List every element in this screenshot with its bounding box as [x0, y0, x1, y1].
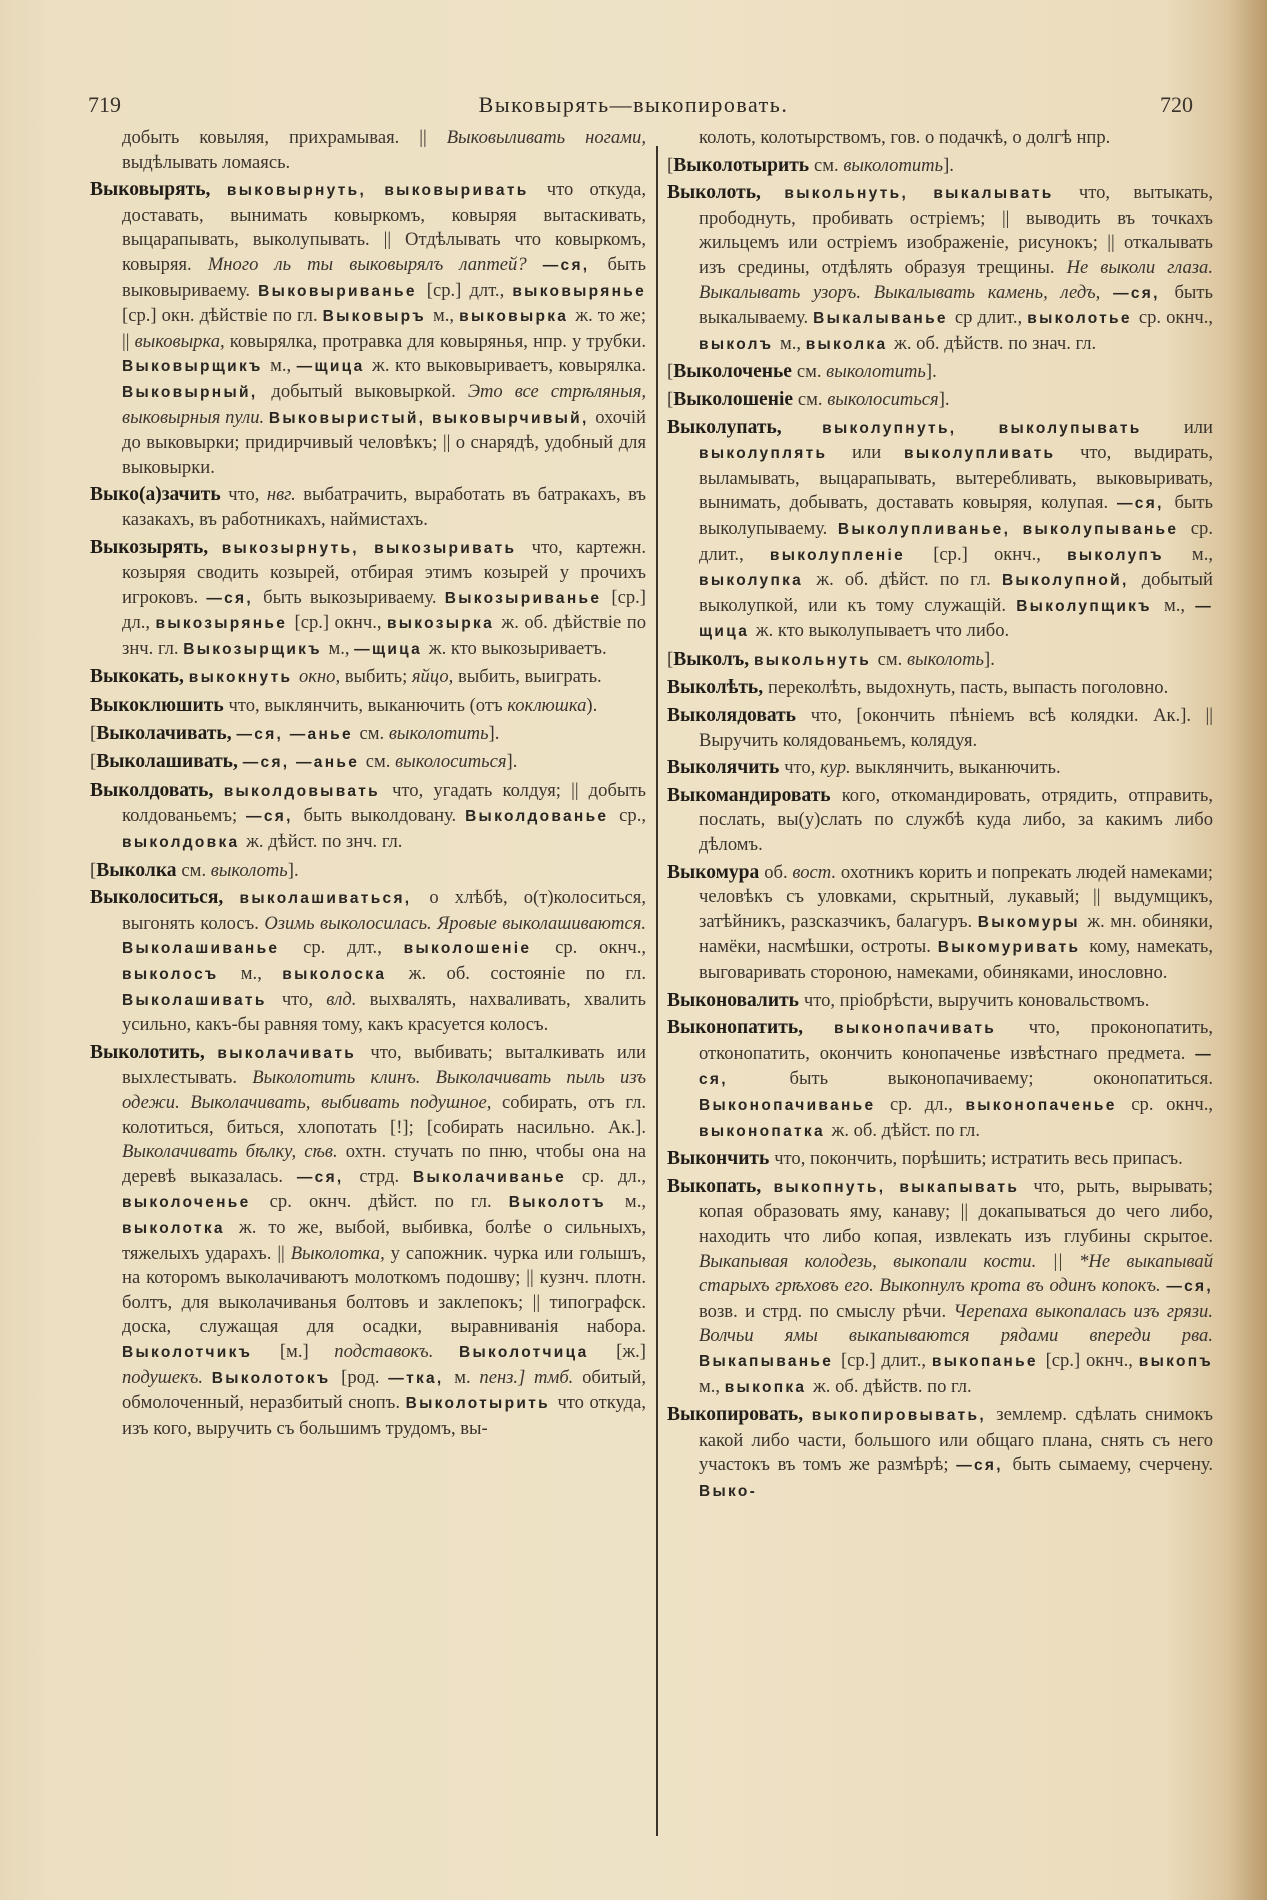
entry-text: м. [454, 1366, 480, 1388]
bold-form: выкозырянье [155, 615, 295, 633]
bold-form: Выкапыванье [699, 1352, 841, 1370]
italic-example: Выковыливать ногами, [446, 127, 646, 148]
entry-text: кому, намекать, выговаривать стороною, намеками, обиняками, инословно. [699, 936, 1213, 983]
entry-text: [ [667, 388, 674, 410]
dictionary-entry [667, 989, 1213, 1014]
bold-form: выколупленіе [769, 546, 934, 564]
right-column [667, 126, 1213, 1507]
entry-text: или [852, 442, 904, 464]
headword: Выколоть, [667, 182, 785, 204]
entry-text: ж. об. дѣйствіе по знч. гл. [122, 612, 646, 659]
italic-example: выколоть [906, 648, 984, 670]
entry-text: ср. дл., [889, 1093, 966, 1115]
bold-form: Выколачиванье [413, 1168, 582, 1186]
entry-text: охтн. стучать по пню, чтобы она на деревѣ выказалась. [122, 1141, 646, 1187]
dictionary-entry [667, 1403, 1213, 1504]
headword: Выконопатить, [667, 1017, 835, 1039]
bold-form: выколупнуть, выколупывать [822, 419, 1184, 437]
italic-example: Не выколи глаза. Выкалывать узоръ. Выкалывать камень, ледъ, [699, 256, 1213, 303]
headword: Выкоклюшить [90, 695, 229, 717]
entry-text: см. [796, 361, 827, 383]
left-column [90, 126, 646, 1444]
bold-form: Выконопачиванье [699, 1096, 890, 1114]
entry-text: ср., [619, 805, 647, 827]
entry-text: ср. длит., [699, 517, 1213, 565]
entry-text: ср. окнч., [1131, 1093, 1214, 1115]
bold-form: выконопатка [699, 1122, 832, 1140]
bold-form: —ся, [206, 589, 264, 607]
bold-form: выколотка [122, 1219, 239, 1237]
bold-form: выколдовка [122, 834, 247, 852]
entry-text: что откуда, изъ кого, выручить съ большимъ трудомъ, вы- [122, 1392, 646, 1439]
entry-text: м., [328, 637, 355, 659]
entry-text: [ [90, 751, 97, 773]
entry-text: что, покончить, порѣшить; истратить весь припасъ. [774, 1148, 1183, 1170]
entry-text: выбатрачить, выработать въ батракахъ, въ казакахъ, въ работникахъ, наймистахъ. [122, 484, 646, 530]
headword: Выколдовать, [90, 779, 224, 801]
bold-form: Выколашивать [122, 991, 282, 1009]
bold-form: выколотье [1027, 310, 1139, 328]
entry-text: колоть, колотырствомъ, гов. о подачкѣ, о долгѣ нпр. [699, 127, 1111, 148]
bold-form: Выколотчикъ [122, 1343, 280, 1361]
entry-text: или [1183, 416, 1213, 438]
entry-text: выбить, выиграть. [457, 666, 602, 688]
bold-form: Выколотокъ [211, 1369, 342, 1387]
headword: Выколупать, [667, 416, 823, 438]
dictionary-entry [667, 181, 1213, 357]
entry-text: обитый, обмолоченный, неразбитый снопъ. [122, 1366, 646, 1414]
entry-text: выбить; [344, 666, 412, 688]
entry-text: ж. об. дѣйст. по гл. [831, 1119, 980, 1141]
entry-text: ж. мн. обиняки, намёки, насмѣшки, остроты. [699, 910, 1214, 958]
entry-text: см. [797, 388, 828, 410]
bold-form: выколачивать [217, 1044, 371, 1062]
bold-form: выколупъ [1067, 546, 1192, 564]
bold-form: выколупливать [903, 445, 1081, 463]
dictionary-entry [667, 360, 1213, 385]
bold-form: —ся, [1113, 284, 1175, 302]
bold-form: Выколупщикъ [1016, 597, 1164, 615]
page-number-right: 720 [1160, 92, 1193, 117]
dictionary-entry [667, 126, 1213, 151]
entry-text: ж. дѣйст. по знч. гл. [246, 831, 403, 853]
italic-example: подушекъ. [122, 1366, 212, 1388]
italic-example: Черепаха выкопалась изъ грязи. Волчьи ямы выкапываются рядами впереди рва. [699, 1300, 1213, 1347]
bold-form: выкольнуть [753, 651, 878, 669]
bold-form: выколосъ [122, 966, 241, 983]
entry-text: м., [779, 332, 806, 354]
bold-form: —щица [296, 358, 373, 376]
entry-text: ]. [925, 361, 937, 383]
bold-form: выкопнуть, выкапывать [773, 1178, 1034, 1196]
entry-text: быть выковыриваему. [122, 253, 647, 301]
dictionary-entry [90, 694, 646, 719]
dictionary-entry [667, 704, 1213, 753]
bold-form: выколдовывать [223, 782, 393, 800]
bold-form: Выковыриванье [258, 282, 427, 300]
headword: Выколашивать, [96, 751, 243, 773]
bold-form: Выковыристый, выковырчивый, [268, 409, 596, 427]
bold-form: —ся, —анье [236, 725, 360, 743]
dictionary-entry [90, 126, 646, 175]
entry-text: у сапожник. чурка или голышъ, на которомъ выколачиваютъ молоткомъ подошву; || кузнч. плотн. болтъ, для выколачиванья болтовъ и заклепокъ; || типографск. доска, служащая для осадки, выравниванія набора. [122, 1242, 646, 1338]
entry-text: [ [667, 361, 674, 383]
entry-text: ]. [943, 154, 954, 176]
italic-example: коклюшка [507, 695, 587, 717]
headword: Выколоситься, [90, 887, 240, 909]
entry-text: ж. то же, выбой, выбивка, болѣе о сильныхъ, тяжелыхъ ударахъ. || [122, 1216, 647, 1264]
entry-text: [ср.] окнч., [1045, 1349, 1139, 1371]
entry-text: кого, откомандировать, отрядить, отправить, послать, вы(у)слать по службѣ куда либо, за какимъ либо дѣломъ. [699, 784, 1213, 856]
entry-text: быть выконопачиваему; оконопатиться. [789, 1068, 1213, 1090]
entry-text: ж. кто выколупываетъ что либо. [755, 620, 1010, 642]
bold-form: —ся, [1166, 1278, 1213, 1296]
bold-form: Выколупливанье, выколупыванье [837, 520, 1191, 538]
headword: Выколъ, [673, 648, 754, 670]
entry-text: [ср.] окнч., [933, 543, 1068, 565]
bold-form: Выколотчица [458, 1343, 617, 1361]
column-divider [656, 146, 658, 1836]
bold-form: выковырянье [512, 282, 646, 300]
entry-text: что, вытыкать, прободнуть, пробивать остріемъ; || выводить въ точкахъ жильцемъ или остріемъ изображеніе, рисунокъ; || откалывать изъ средины, отдѣлять образуя трещины. [699, 182, 1214, 278]
dictionary-entry [90, 483, 646, 532]
italic-example: выколотить [388, 722, 489, 744]
headword: Выкомура [667, 861, 765, 883]
headword: Выкокать, [90, 666, 189, 688]
entry-text: м., [1163, 594, 1196, 616]
entry-text: что, проконопатить, отконопатить, окончить конопаченье извѣстнаго предмета. [699, 1017, 1213, 1064]
entry-text: об. [764, 861, 793, 883]
bold-form: —щица [699, 597, 1213, 641]
entry-text: см. [877, 648, 907, 670]
italic-example: Много ль ты выковырялъ лаптей? [207, 253, 543, 275]
bold-form: выкозырнуть, выкозыривать [221, 539, 532, 557]
entry-text: ср. длт., [303, 937, 404, 959]
headword: Выколотить, [90, 1041, 218, 1063]
bold-form: выкопъ [1138, 1352, 1213, 1370]
bold-form: выкопировывать, [811, 1407, 997, 1425]
bold-form: —тка, [388, 1369, 455, 1387]
italic-example: подставокъ. [334, 1340, 459, 1362]
bold-form: Выкомуры [977, 913, 1088, 931]
entry-text: добытый выковыркой. [271, 380, 468, 402]
entry-text: [ [90, 722, 97, 744]
dictionary-entry [667, 388, 1213, 413]
entry-text: [ [667, 154, 674, 176]
headword: Выкопать, [667, 1175, 774, 1197]
headword: Выкончить [667, 1148, 775, 1170]
bold-form: Выколупной, [1001, 572, 1142, 590]
dictionary-entry [90, 750, 646, 776]
bold-form: Выколашиванье [122, 940, 304, 958]
entry-text: что, [784, 757, 821, 779]
bold-form: выколоска [282, 966, 409, 983]
dictionary-entry [667, 416, 1213, 645]
bold-form: Выковырщикъ [122, 358, 271, 376]
bold-form: —ся, [296, 1168, 360, 1186]
entry-text: быть выколдовану. [303, 805, 466, 827]
italic-example: выколоть [210, 859, 288, 881]
entry-text: см. [814, 154, 844, 176]
entry-text: быть выколупываему. [699, 492, 1214, 539]
bold-form: выковырнуть, выковыривать [226, 182, 547, 200]
headword: Выколѣть, [667, 677, 768, 699]
entry-text: стрд. [359, 1165, 414, 1187]
headword: Выколачивать, [96, 722, 237, 744]
entry-text: м., [270, 355, 297, 377]
bold-form: выкопка [724, 1378, 813, 1396]
entry-text: [ср.] длит., [840, 1349, 932, 1371]
italic-example: выковырка, [134, 330, 230, 352]
headword: Выкомандировать [667, 784, 842, 806]
entry-text: ж. кто выковыриваетъ, ковырялка. [372, 355, 646, 377]
entry-text: переколѣть, выдохнуть, пасть, выпасть поголовно. [768, 677, 1169, 699]
dictionary-entry [667, 1016, 1213, 1144]
bold-form: выколошеніе [403, 940, 556, 958]
entry-text: ). [586, 695, 598, 717]
dictionary-entry [667, 756, 1213, 781]
bold-form: Выколотъ [508, 1194, 625, 1212]
italic-example: выколоситься [395, 751, 507, 773]
bold-form: —ся, [1117, 495, 1175, 513]
entry-text: ]. [488, 722, 500, 744]
entry-text: что откуда, доставать, вынимать ковыркомъ, ковыряя вытаскивать, выцарапывать, выколупывать. || Отдѣлывать что ковыркомъ, ковыряя. [122, 179, 646, 275]
entry-text: ж. об. состояніе по гл. [408, 963, 646, 984]
bold-form: Выковыръ [322, 308, 434, 326]
entry-text: что, угадать колдуя; || добыть колдованьемъ; [122, 779, 647, 827]
entry-text: что, [228, 484, 267, 506]
italic-example: выколотить [843, 154, 944, 176]
entry-text: м., [1191, 543, 1213, 565]
entry-text: что, пріобрѣсти, выручить коновальствомъ. [803, 989, 1150, 1011]
entry-text: ж. то же; || [122, 305, 646, 352]
entry-text: землемр. сдѣлать снимокъ какой либо части, большого или общаго плана, снять съ него участокъ въ томъ же размѣрѣ; [699, 1404, 1213, 1476]
bold-form: —щица [354, 640, 429, 658]
bold-form: —ся, [956, 1457, 1013, 1475]
entry-text: добыть ковыляя, прихрамывая. || [122, 127, 447, 148]
entry-text: ср длит., [954, 307, 1028, 329]
italic-example: кур. [820, 757, 856, 779]
italic-example: Озимь выколосилась. Яровые выколашиваются. [264, 912, 646, 934]
italic-example: яйцо, [411, 666, 458, 688]
entry-text: ]. [506, 751, 518, 773]
entry-text: м., [240, 963, 283, 984]
entry-text: ср. окнч. дѣйст. по гл. [269, 1191, 509, 1213]
entry-text: охочій до выковырки; придирчивый человѣкъ; || о снарядѣ, удобный для выковырки. [122, 406, 646, 478]
entry-text: ж. об. дѣйст. по гл. [816, 569, 1002, 591]
headword: Выколядовать [667, 705, 811, 727]
entry-text: что, выбивать; выталкивать или выхлестывать. [122, 1041, 647, 1089]
entry-text: м., [624, 1191, 646, 1213]
entry-text: [м.] [279, 1340, 335, 1362]
bold-form: выколупка [699, 572, 817, 590]
headword: Выкопировать, [667, 1404, 812, 1426]
bold-form: Выколотырить [405, 1395, 558, 1413]
entry-text: ]. [938, 388, 950, 410]
bold-form: выконопаченье [965, 1096, 1132, 1114]
dictionary-entry [90, 178, 646, 480]
entry-text: [ср.] окнч., [294, 612, 387, 634]
entry-text: ср. дл., [581, 1165, 647, 1187]
bold-form: выколка [805, 335, 895, 353]
entry-text: выклянчить, выканючить. [855, 757, 1061, 779]
italic-example: выколоситься [827, 388, 939, 410]
bold-form: Выкозырщикъ [183, 640, 329, 658]
dictionary-entry [90, 779, 646, 856]
entry-text: [ж.] [616, 1340, 647, 1362]
entry-text: ж. об. дѣйств. по знач. гл. [894, 332, 1097, 354]
bold-form: выкокнуть [188, 669, 299, 687]
entry-text: возв. и стрд. по смыслу рѣчи. [699, 1300, 954, 1322]
entry-text: что, рыть, вырывать; копая образовать яму, канаву; || докапываться до чего либо, находить что либо копая, извлекать изъ глубины скрытое. [699, 1175, 1213, 1247]
bold-form: выковырка [459, 308, 576, 326]
bold-form: Выко- [699, 1482, 758, 1500]
entry-text: что, выдирать, выламывать, выцарапывать, вытеребливать, выковыривать, вынимать, добывать, доставать ковыряя, колупая. [699, 442, 1213, 514]
dictionary-entry [90, 722, 646, 748]
entry-text: [род. [341, 1366, 389, 1388]
bold-form: выколашиваться, [239, 890, 430, 908]
entry-text: что, картежн. козыряя сводить козырей, отбирая этимъ козырей у прочихъ игроковъ. [122, 536, 646, 608]
dictionary-entry [667, 784, 1213, 858]
italic-example: Выколачивать бѣлку, сѣв. [122, 1141, 346, 1163]
dictionary-entry [90, 536, 646, 663]
headword: Выкозырять, [90, 536, 222, 558]
page-number-left: 719 [88, 92, 121, 117]
dictionary-entry [667, 648, 1213, 674]
entry-text: см. [365, 751, 396, 773]
page-header [0, 92, 1267, 122]
bold-form: выкозырка [386, 615, 502, 633]
bold-form: выколъ [699, 335, 780, 353]
dictionary-entry [90, 859, 646, 884]
entry-text: [ср.] дл., [122, 586, 646, 634]
bold-form: выколуплять [699, 445, 853, 463]
bold-form: —ся, —анье [242, 754, 366, 772]
dictionary-entry [667, 1175, 1213, 1400]
italic-example: влд. [326, 988, 370, 1010]
entry-text: ]. [984, 648, 995, 670]
entry-text: быть выкозыриваему. [263, 586, 445, 608]
bold-form: —ся, [542, 256, 608, 274]
entry-text: [ср.] окн. дѣйствіе по гл. [122, 305, 323, 327]
headword: Выколячить [667, 757, 785, 779]
dictionary-entry [90, 665, 646, 691]
bold-form: Выкомуривать [937, 939, 1090, 957]
entry-text: [ср.] длт., [426, 279, 513, 301]
entry-text: о хлѣбѣ, о(т)колоситься, выгонять колосъ. [122, 887, 646, 934]
entry-text: ковырялка, протравка для ковырянья, нпр. у трубки. [229, 330, 646, 352]
headword: Выколка [96, 859, 182, 881]
bold-form: выконопачивать [834, 1020, 1029, 1038]
entry-text: [ [90, 859, 97, 881]
bold-form: выколоченье [122, 1194, 270, 1212]
entry-text: выдѣлывать ломаясь. [122, 151, 291, 173]
entry-text: добытый выколупкой, или къ тому служащій. [699, 569, 1213, 616]
headword: Выколотырить [673, 154, 814, 176]
italic-example: окно, [298, 666, 345, 688]
entry-text: м., [699, 1375, 725, 1397]
dictionary-entry [667, 861, 1213, 986]
entry-text: быть сымаему, счерчену. [1012, 1454, 1213, 1476]
bold-form: Выкалыванье [813, 310, 955, 328]
headword: Выколоченье [673, 361, 797, 383]
dictionary-entry [90, 1041, 646, 1442]
entry-text: [ [667, 648, 674, 670]
entry-text: м., [433, 305, 460, 327]
headword: Выковырять, [90, 179, 227, 201]
bold-form: —ся, [246, 808, 304, 826]
headword: Выколошеніе [673, 388, 798, 410]
bold-form: Выколдованье [465, 808, 620, 826]
italic-example: вост. [792, 861, 841, 883]
italic-example: Это все стрѣляныя, выковырныя пули. [122, 380, 646, 428]
entry-text: ср. окнч., [1138, 307, 1214, 329]
italic-example: Выколотка, [290, 1242, 391, 1264]
entry-text: охотникъ корить и попрекать людей намеками; человѣкъ съ уловками, скрытный, лукавый; || выдумщикъ, затѣйникъ, разсказчикъ, балагуръ. [699, 861, 1214, 932]
italic-example: выколотить [826, 361, 926, 383]
dictionary-entry [667, 154, 1213, 179]
italic-example: Выкапывая колодезь, выкопали кости. || *Не выкапывай старыхъ грѣховъ его. Выкопнулъ крота въ одинъ копокъ. [699, 1250, 1213, 1297]
italic-example: пенз.] тмб. [479, 1366, 583, 1388]
entry-text: выхвалять, нахваливать, хвалить усильно, какъ-бы равняя тому, какъ красуется колосъ. [122, 988, 646, 1036]
entry-text: см. [181, 859, 211, 881]
bold-form: Выкозыриванье [444, 589, 612, 607]
bold-form: Выковырный, [122, 383, 272, 401]
entry-text: что, выклянчить, выканючить (отъ [228, 695, 508, 717]
entry-text: ср. окнч., [555, 937, 646, 959]
entry-text: см. [359, 722, 389, 744]
dictionary-entry [667, 676, 1213, 701]
entry-text: ]. [287, 859, 299, 881]
entry-text: ж. кто выкозыриваетъ. [428, 637, 607, 659]
dictionary-entry [90, 886, 646, 1038]
italic-example: Выколотить клинъ. Выколачивать пыль изъ одежи. Выколачивать, выбивать подушное, [122, 1067, 646, 1113]
bold-form: —ся, [699, 1045, 1213, 1089]
entry-text: что, [281, 988, 327, 1010]
dictionary-entry [667, 1147, 1213, 1172]
entry-text: быть выкалываему. [699, 281, 1213, 329]
running-title: Выковырять—выкопировать. [478, 92, 789, 117]
entry-text: собирать, отъ гл. колотиться, биться, хлопотать [!]; [собирать насильно. Ак.]. [122, 1091, 647, 1138]
bold-form: выкопанье [931, 1352, 1046, 1370]
entry-text: ж. об. дѣйств. по гл. [812, 1375, 972, 1397]
bold-form: выкольнуть, выкалывать [784, 185, 1079, 203]
headword: Выко(а)зачить [90, 484, 229, 506]
entry-text: что, [окончить пѣніемъ всѣ колядки. Ак.]. || Выручить колядованьемъ, колядуя. [699, 705, 1213, 751]
headword: Выконовалить [667, 989, 804, 1011]
italic-example: нвг. [266, 484, 304, 506]
